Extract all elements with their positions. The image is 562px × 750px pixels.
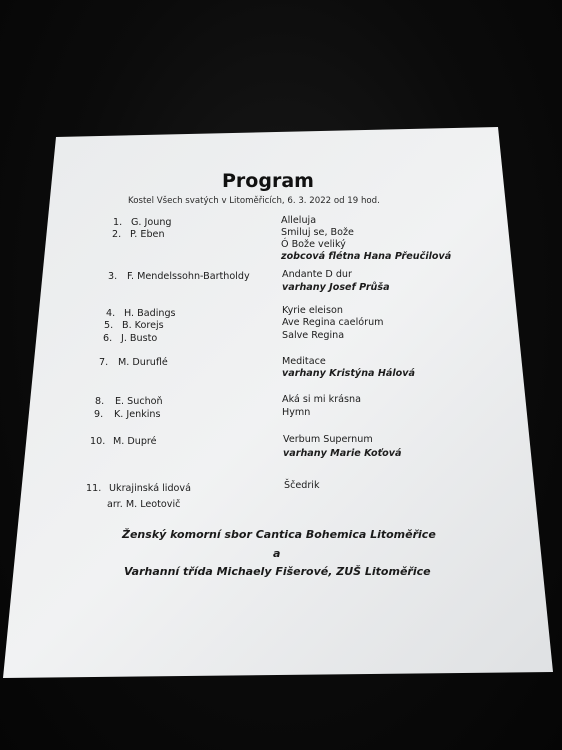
concert-venue-date: Kostel Všech svatých v Litoměřicích, 6. 3. 2022 od 19 hod. <box>128 196 380 206</box>
composer: P. Eben <box>130 229 165 240</box>
organ-class-credit: Varhanní třída Michaely Fišerové, ZUŠ Litoměřice <box>124 565 431 578</box>
entry-number: 9. <box>94 409 104 420</box>
composer: J. Busto <box>121 333 158 344</box>
program-title: Program <box>222 170 314 192</box>
piece-title: Ave Regina caelórum <box>282 317 384 328</box>
performer: varhany Marie Koťová <box>283 448 402 459</box>
composer: M. Duruflé <box>118 357 168 368</box>
piece-title: Meditace <box>282 356 326 367</box>
performer: varhany Kristýna Hálová <box>282 368 415 379</box>
entry-number: 6. <box>103 333 113 344</box>
arranger: arr. M. Leotovič <box>107 499 181 510</box>
performer: zobcová flétna Hana Přeučilová <box>281 251 452 262</box>
piece-title: Smiluj se, Bože <box>281 227 354 238</box>
composer: Ukrajinská lidová <box>109 483 191 494</box>
entry-number: 5. <box>104 320 114 331</box>
piece-title: Alleluja <box>281 215 317 226</box>
composer: F. Mendelssohn-Bartholdy <box>127 271 250 282</box>
piece-title: Aká si mi krásna <box>282 394 361 405</box>
piece-title: Ó Bože veliký <box>281 239 346 250</box>
piece-title: Andante D dur <box>282 269 352 280</box>
entry-number: 2. <box>112 229 122 240</box>
composer: B. Korejs <box>122 320 164 331</box>
piece-title: Hymn <box>282 407 311 418</box>
footer-conjunction: a <box>273 547 281 560</box>
piece-title: Kyrie eleison <box>282 305 343 316</box>
composer: E. Suchoň <box>115 396 163 407</box>
entry-number: 10. <box>90 436 106 447</box>
piece-title: Salve Regina <box>282 330 345 341</box>
composer: K. Jenkins <box>114 409 161 420</box>
composer: M. Dupré <box>113 436 157 447</box>
performer: varhany Josef Průša <box>282 282 390 293</box>
entry-number: 7. <box>99 357 109 368</box>
piece-title: Verbum Supernum <box>283 434 373 445</box>
entry-number: 8. <box>95 396 105 407</box>
entry-number: 1. <box>113 217 123 228</box>
choir-credit: Ženský komorní sbor Cantica Bohemica Litoměřice <box>122 528 436 541</box>
composer: G. Joung <box>131 217 172 228</box>
piece-title: Ščedrik <box>284 480 320 491</box>
entry-number: 4. <box>106 308 116 319</box>
composer: H. Badings <box>124 308 176 319</box>
entry-number: 11. <box>86 483 102 494</box>
entry-number: 3. <box>108 271 118 282</box>
